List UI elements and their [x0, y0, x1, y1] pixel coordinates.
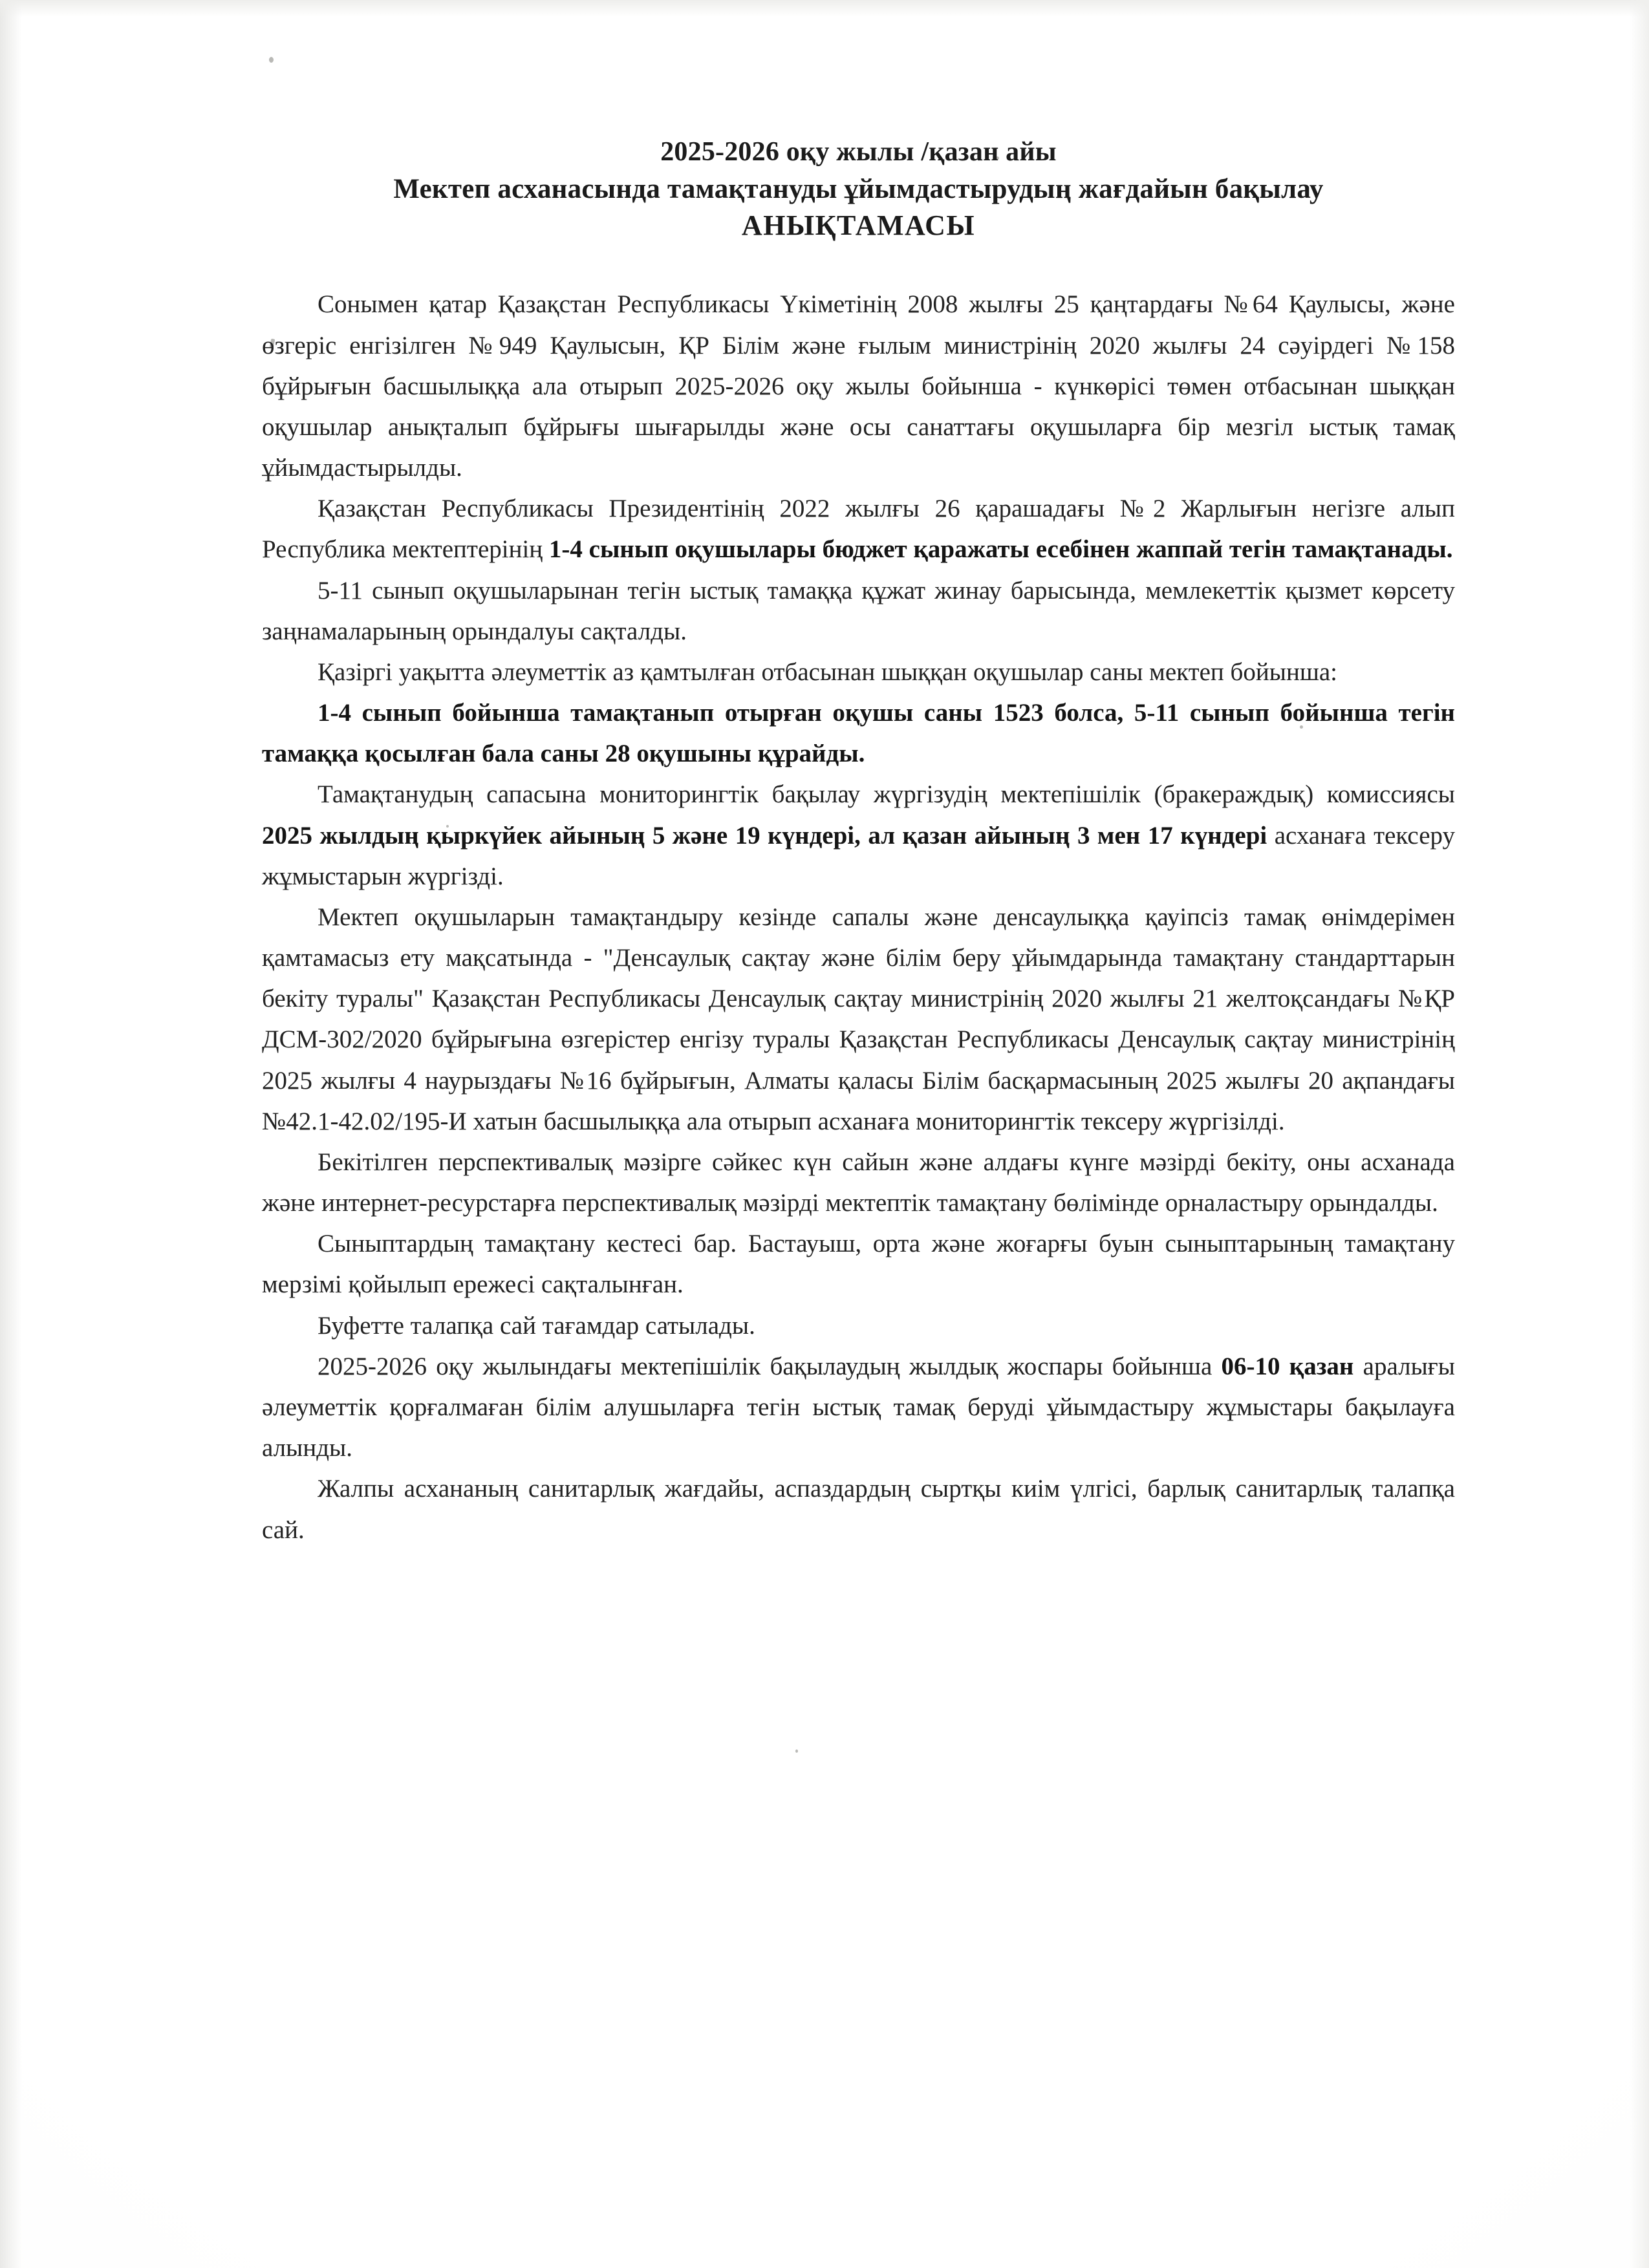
body-text: Сонымен қатар Қазақстан Республикасы Үкіметінің 2008 жылғы 25 қаңтардағы №64 Қаулысы, және өзгеріс енгізілген №949 Қаулысын, ҚР Білім және ғылым министрінің 2020 жылғы 24 сәуірдегі №158 бұйрығын басшылыққа ала отырып 2025-2026 оқу жылы бойынша - күнкөрісі төмен отбасынан шыққан оқушылар анықталып бұйрығы шығарылды және осы санаттағы оқушыларға бір мезгіл ыстық тамақ ұйымдастырылды. — [262, 290, 1455, 482]
paragraph — [262, 774, 1455, 897]
body-text: Мектеп оқушыларын тамақтандыру кезінде сапалы және денсаулыққа қауіпсіз тамақ өнімдерімен қамтамасыз ету мақсатында - "Денсаулық сақтау және білім беру ұйымдарында тамақтану стандарттарын бекіту туралы" Қазақстан Республикасы Денсаулық сақтау министрінің 2020 жылғы 21 желтоқсандағы №ҚР ДСМ-302/2020 бұйрығына өзгерістер енгізу туралы Қазақстан Республикасы Денсаулық сақтау министрінің 2025 жылғы 4 наурыздағы №16 бұйрығын, Алматы қаласы Білім басқармасының 2025 жылғы 20 ақпандағы №42.1-42.02/195-И хатын басшылыққа ала отырып асханаға мониторингтік тексеру жүргізілді. — [262, 903, 1455, 1135]
paragraph — [262, 1305, 1455, 1346]
emphasized-text: 06-10 қазан — [1221, 1352, 1354, 1380]
scan-edge-right — [1630, 0, 1649, 2268]
scan-edge-left — [0, 0, 22, 2268]
body-text: Жалпы асхананың санитарлық жағдайы, аспаздардың сыртқы киім үлгісі, барлық санитарлық талапқа сай. — [262, 1475, 1455, 1544]
title-line-subject: Мектеп асханасында тамақтануды ұйымдастырудың жағдайын бақылау — [393, 174, 1324, 205]
paragraph — [262, 284, 1455, 488]
body-text: 5-11 сынып оқушыларынан тегін ыстық тамаққа құжат жинау барысында, мемлекеттік қызмет көрсету заңнамаларының орындалуы сақталды. — [262, 576, 1455, 645]
body-text: асханаға тексеру жұмыстарын жүргізді. — [262, 821, 1455, 890]
body-text: Сыныптардың тамақтану кестесі бар. Бастауыш, орта және жоғарғы буын сыныптарының тамақтану мерзімі қойылып ережесі сақталынған. — [262, 1230, 1455, 1299]
paragraph — [262, 488, 1455, 570]
title-line-doctype: АНЫҚТАМАСЫ — [741, 209, 976, 241]
emphasized-text: 2025 жылдың қыркүйек айының 5 және 19 күндері, ал қазан айының 3 мен 17 күндері — [262, 821, 1267, 850]
paragraph — [262, 692, 1455, 774]
paragraph — [262, 1346, 1455, 1469]
scan-edge-top — [0, 0, 1649, 17]
document-title-block — [262, 136, 1455, 242]
paragraph — [262, 1223, 1455, 1305]
emphasized-text: 1-4 сынып оқушылары бюджет қаражаты есебінен жаппай тегін тамақтанады. — [548, 535, 1453, 564]
scan-speck — [269, 57, 274, 63]
paragraph — [262, 897, 1455, 1142]
body-text: Қазақстан Республикасы Президентінің 2022 жылғы 26 қарашадағы №2 Жарлығын негізге алып Республика мектептерінің — [262, 495, 1455, 564]
title-line-academic-year: 2025-2026 оқу жылы /қазан айы — [660, 137, 1057, 167]
body-text: аралығы әлеуметтік қорғалмаған білім алушыларға тегін ыстық тамақ беруді ұйымдастыру жұмыстары бақылауға алынды. — [262, 1352, 1455, 1462]
document-content — [262, 136, 1455, 1550]
body-text: Қазіргі уақытта әлеуметтік аз қамтылған отбасынан шыққан оқушылар саны мектеп бойынша: — [318, 658, 1338, 686]
paragraph — [262, 652, 1455, 692]
body-text: 2025-2026 оқу жылындағы мектепішілік бақылаудың жылдық жоспары бойынша — [318, 1352, 1222, 1380]
emphasized-text: 1-4 сынып бойынша тамақтанып отырған оқушы саны 1523 болса, 5-11 сынып бойынша тегін тамаққа қосылған бала саны 28 оқушыны құрайды. — [262, 699, 1455, 768]
paragraph — [262, 570, 1455, 652]
document-body — [262, 284, 1455, 1550]
body-text: Бекітілген перспективалық мәзірге сәйкес күн сайын және алдағы күнге мәзірді бекіту, оны асханада және интернет-ресурстарға перспективалық мәзірді мектептік тамақтану бөлімінде орналастыру орындалды. — [262, 1148, 1455, 1217]
paragraph — [262, 1468, 1455, 1550]
scan-speck — [795, 1749, 798, 1753]
paragraph — [262, 1142, 1455, 1223]
body-text: Тамақтанудың сапасына мониторингтік бақылау жүргізудің мектепішілік (бракераждық) комиссиясы — [318, 780, 1455, 809]
body-text: Буфетте талапқа сай тағамдар сатылады. — [318, 1311, 755, 1340]
